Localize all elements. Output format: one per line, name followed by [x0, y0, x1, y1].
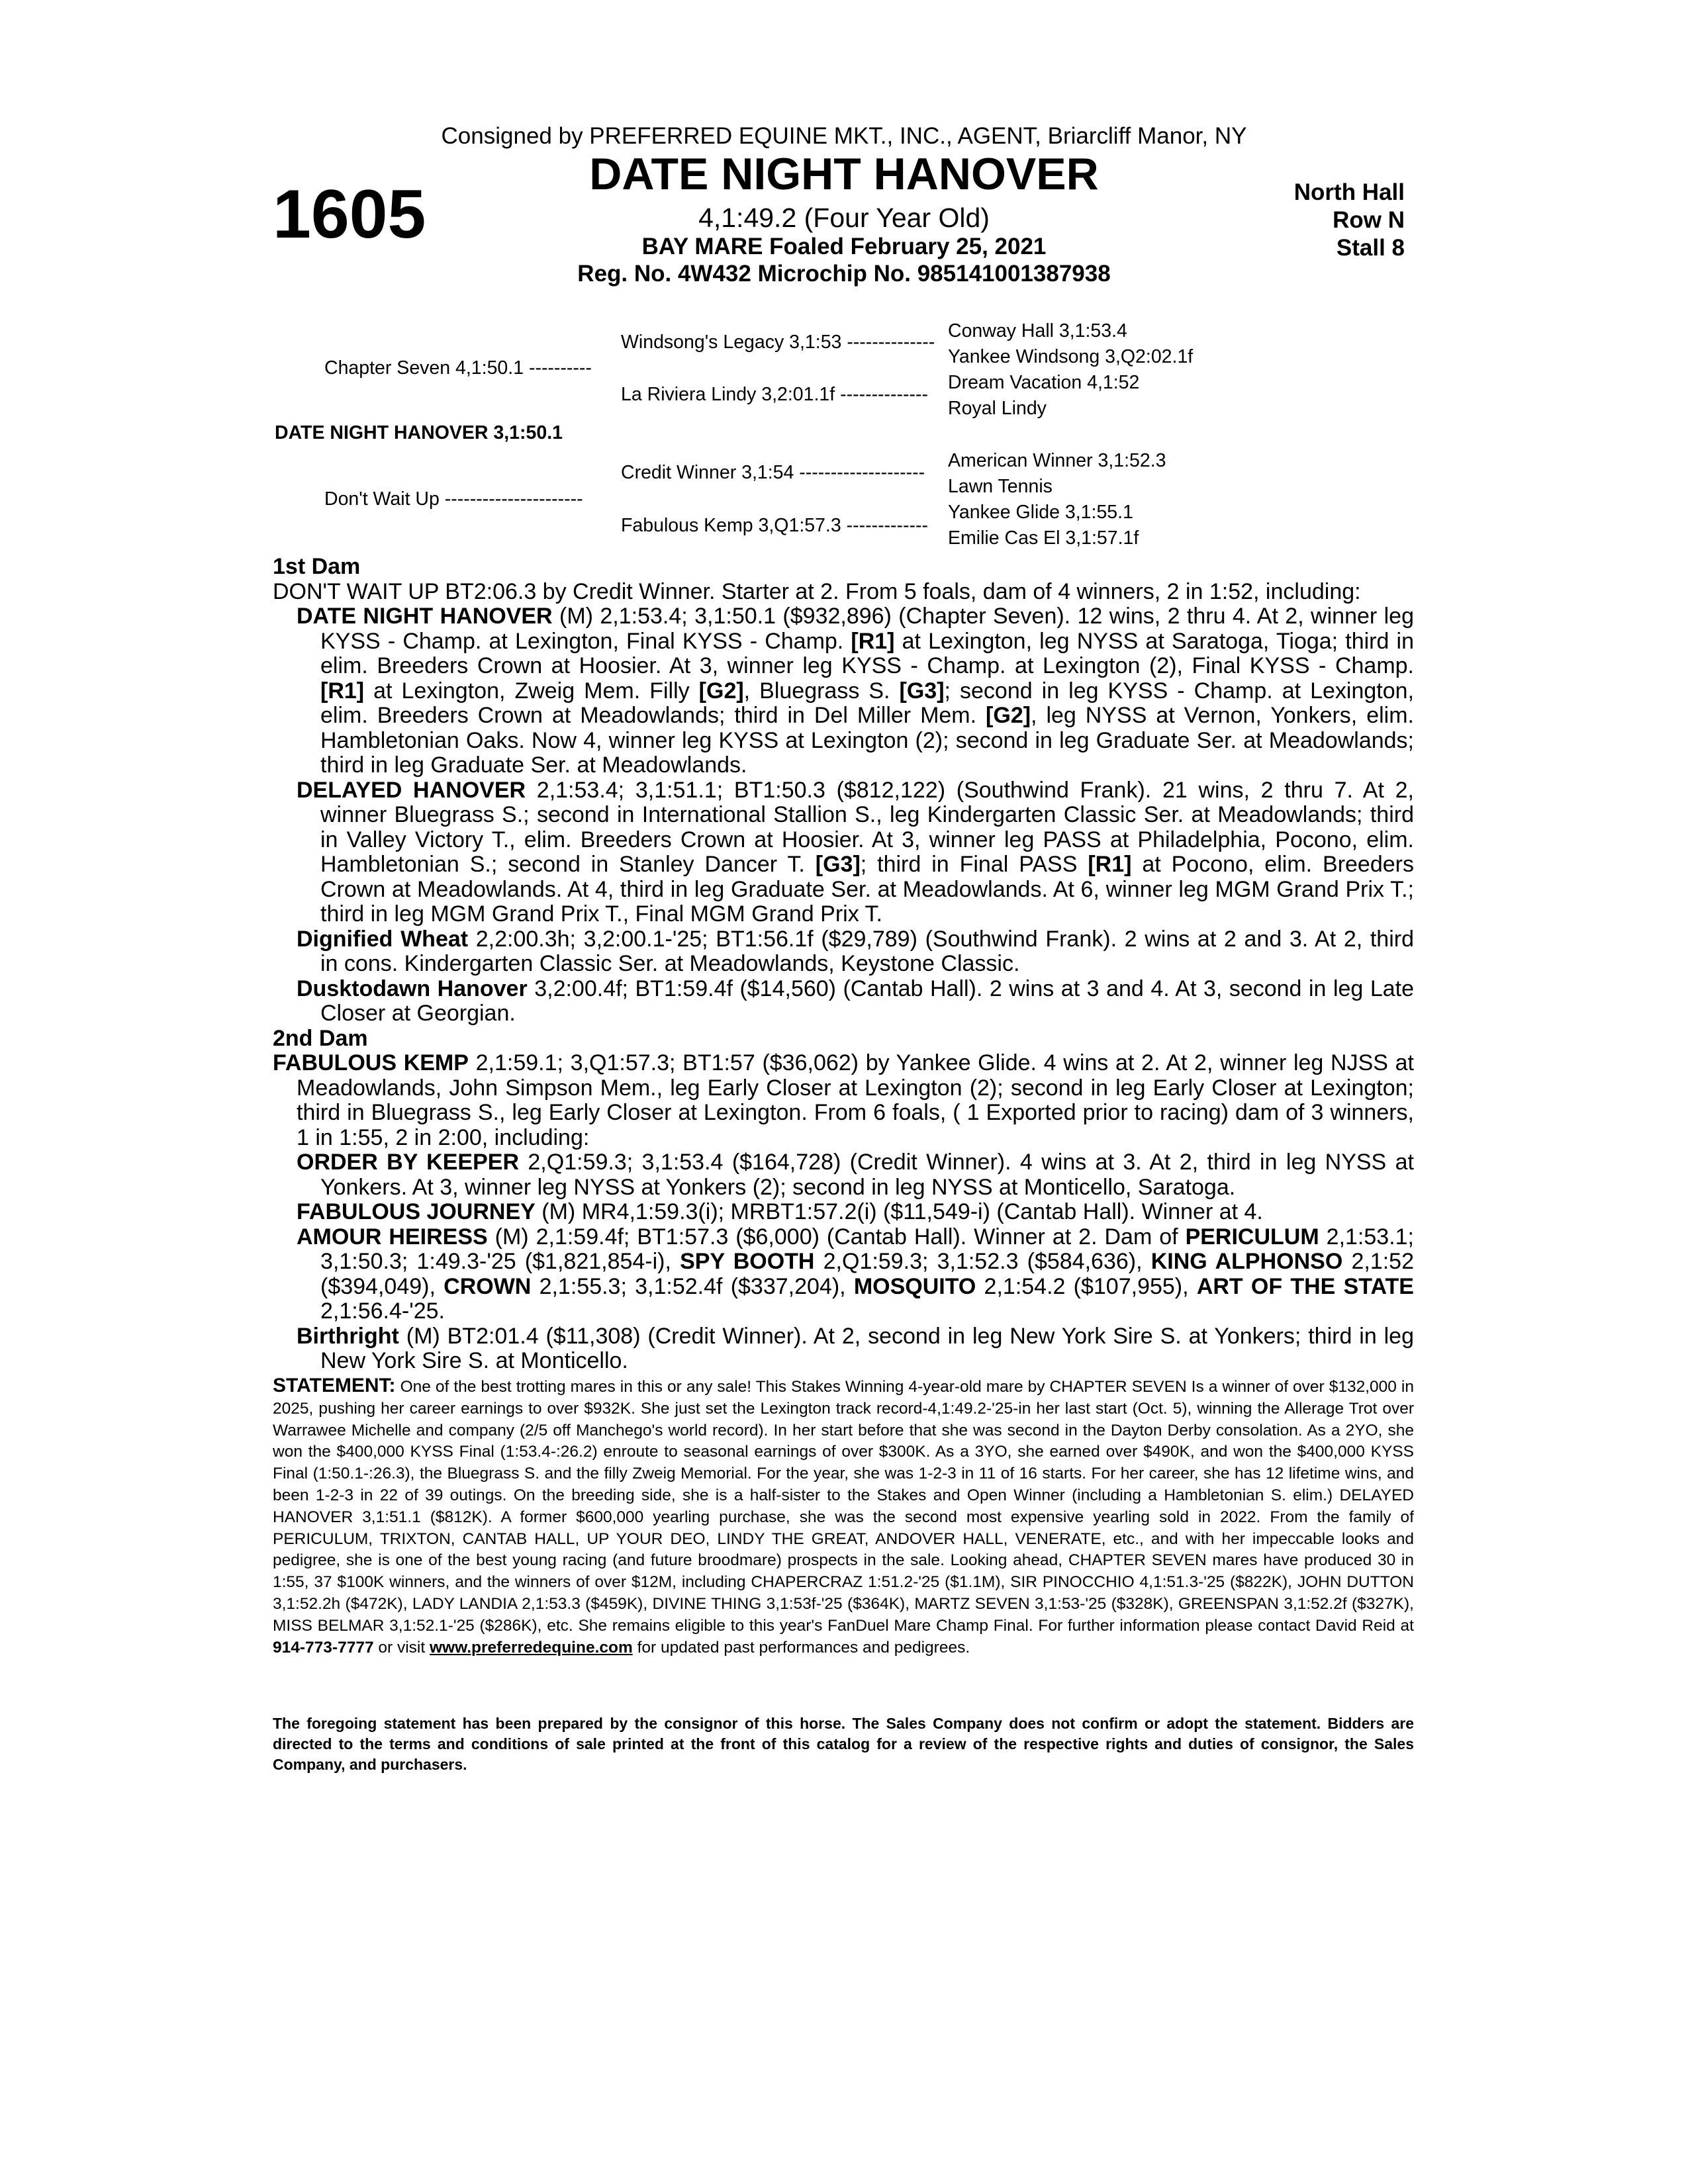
website-link[interactable]: www.preferredequine.com — [429, 1638, 633, 1657]
pedigree-ggp: American Winner 3,1:52.3 — [948, 450, 1166, 471]
pedigree-ggp: Emilie Cas El 3,1:57.1f — [948, 527, 1139, 549]
produce-entry: FABULOUS JOURNEY (M) MR4,1:59.3(i); MRBT1:57.2(i) ($11,549-i) (Cantab Hall). Winner at 4. — [297, 1199, 1263, 1224]
consigned-line: Consigned by PREFERRED EQUINE MKT., INC., AGENT, Briarcliff Manor, NY — [441, 123, 1247, 149]
pedigree-dam: Don't Wait Up ---------------------- — [324, 488, 583, 510]
pedigree-ggp: Yankee Glide 3,1:55.1 — [948, 502, 1133, 523]
statement-label: STATEMENT: — [273, 1375, 396, 1396]
produce-name: Dusktodawn Hanover — [297, 976, 528, 1001]
consignor-statement: STATEMENT: One of the best trotting mares in this or any sale! This Stakes Winning 4-year-old mare by CHAPTER SEVEN Is a winner of over $132,000 in 2025, pushing her career earnings to over $932K. She just set the Lexington track record-4,1:49.2-'25-in her last start (Oct. 5), winning the Allerage Trot over Warrawee Michelle and company (2/5 off Manchego's world record). In her start before that she was second in the Dayton Derby consolation. As a 2YO, she won the $400,000 KYSS Final (1:53.4-:26.2) enroute to seasonal earnings of over $300K. As a 3YO, she earned over $490K, and won the $400,000 KYSS Final (1:50.1-:26.3), the Bluegrass S. and the filly Zweig Memorial. For the year, she was 1-2-3 in 11 of 16 starts. For her career, she has 12 lifetime wins, and been 1-2-3 in 22 of 39 outings. On the breeding side, she is a half-sister to the Stakes and Open Winner (including a Hambletonian S. elim.) DELAYED HANOVER 3,1:51.1 ($812K). A former $600,000 yearling purchase, she was the second most expensive yearling sold in 2022. From the family of PERICULUM, TRIXTON, CANTAB HALL, UP YOUR DEO, LINDY THE GREAT, ANDOVER HALL, VENERATE, etc., and with her impeccable looks and pedigree, she is one of the best young racing (and future broodmare) prospects in the sale. Looking ahead, CHAPTER SEVEN mares have produced 30 in 1:55, 37 $100K winners, and the winners of over $12M, including CHAPERCRAZ 1:51.2-'25 ($1.1M), SIR PINOCCHIO 4,1:51.3-'25 ($822K), JOHN DUTTON 3,1:52.2h ($472K), LADY LANDIA 2,1:53.3 ($459K), DIVINE THING 3,1:53f-'25 ($364K), MARTZ SEVEN 3,1:53-'25 ($328K), GREENSPAN 3,1:52.2f ($327K), MISS BELMAR 3,1:52.1-'25 ($286K), etc. She remains eligible to this year's FanDuel Mare Champ Final. For further information please contact David Reid at 914-773-7777 or visit www.preferredequine.com for updated past performances and pedigrees. — [273, 1375, 1414, 1657]
pedigree-ggp: Royal Lindy — [948, 398, 1047, 419]
produce-entry: AMOUR HEIRESS (M) 2,1:59.4f; BT1:57.3 ($6,000) (Cantab Hall). Winner at 2. Dam of PERICULUM 2,1:53.1; 3,1:50.3; 1:49.3-'25 ($1,821,854-i), SPY BOOTH 2,Q1:59.3; 3,1:52.3 ($584,636), KING ALPHONSO 2,1:52 ($394,049), CROWN 2,1:55.3; 3,1:52.4f ($337,204), MOSQUITO 2,1:54.2 ($107,955), ART OF THE STATE 2,1:56.4-'25. — [297, 1224, 1414, 1324]
pedigree-sire-sire: Windsong's Legacy 3,1:53 -------------- — [621, 332, 935, 353]
pedigree-sire: Chapter Seven 4,1:50.1 ---------- — [324, 357, 592, 379]
produce-name: DELAYED HANOVER — [297, 777, 526, 803]
pedigree-ggp: Conway Hall 3,1:53.4 — [948, 320, 1127, 341]
second-dam-heading: 2nd Dam — [273, 1025, 368, 1051]
produce-entry: DATE NIGHT HANOVER (M) 2,1:53.4; 3,1:50.1 ($932,896) (Chapter Seven). 12 wins, 2 thru 4. At 2, winner leg KYSS - Champ. at Lexington, Final KYSS - Champ. [R1] at Lexington, leg NYSS at Saratoga, Tioga; third in elim. Breeders Crown at Hoosier. At 3, winner leg KYSS - Champ. at Lexington (2), Final KYSS - Champ. [R1] at Lexington, Zweig Mem. Filly [G2], Bluegrass S. [G3]; second in leg KYSS - Champ. at Lexington, elim. Breeders Crown at Meadowlands; third in Del Miller Mem. [G2], leg NYSS at Vernon, Yonkers, elim. Hambletonian Oaks. Now 4, winner leg KYSS at Lexington (2); second in leg Graduate Ser. at Meadowlands; third in leg Graduate Ser. at Meadowlands. — [297, 604, 1415, 778]
pedigree-ggp: Lawn Tennis — [948, 476, 1053, 497]
produce-entry: Dusktodawn Hanover 3,2:00.4f; BT1:59.4f ($14,560) (Cantab Hall). 2 wins at 3 and 4. At 3, second in leg Late Closer at Georgian. — [297, 976, 1415, 1026]
first-dam-intro: DON'T WAIT UP BT2:06.3 by Credit Winner. Starter at 2. From 5 foals, dam of 4 winners, 2 in 1:52, including: — [273, 578, 1361, 604]
produce-entry: DELAYED HANOVER 2,1:53.4; 3,1:51.1; BT1:50.3 ($812,122) (Southwind Frank). 21 wins, 2 thru 7. At 2, winner Bluegrass S.; second in International Stallion S., leg Kindergarten Classic Ser. at Meadowlands; third in Valley Victory T., elim. Breeders Crown at Hoosier. At 3, winner leg PASS at Philadelphia, Pocono, elim. Hambletonian S.; second in Stanley Dancer T. [G3]; third in Final PASS [R1] at Pocono, elim. Breeders Crown at Meadowlands. At 4, third in leg Graduate Ser. at Meadowlands. At 6, winner leg MGM Grand Prix T.; third in leg MGM Grand Prix T., Final MGM Grand Prix T. — [297, 777, 1414, 927]
race-record: 4,1:49.2 (Four Year Old) — [698, 203, 990, 233]
first-dam-heading: 1st Dam — [273, 554, 361, 579]
foaled-line: BAY MARE Foaled February 25, 2021 — [641, 234, 1047, 259]
produce-entry: ORDER BY KEEPER 2,Q1:59.3; 3,1:53.4 ($164,728) (Credit Winner). 4 wins at 3. At 2, third in leg NYSS at Yonkers. At 3, winner leg NYSS at Yonkers (2); second in leg NYSS at Monticello, Saratoga. — [297, 1150, 1414, 1200]
pedigree-sire-dam: La Riviera Lindy 3,2:01.1f -------------- — [621, 384, 928, 405]
produce-name: Dignified Wheat — [297, 926, 469, 952]
pedigree-ggp: Yankee Windsong 3,Q2:02.1f — [948, 346, 1194, 367]
produce-name: DATE NIGHT HANOVER — [297, 604, 553, 629]
pedigree-dam-dam: Fabulous Kemp 3,Q1:57.3 ------------- — [621, 515, 929, 536]
contact-phone: 914-773-7777 — [273, 1638, 374, 1657]
second-dam-intro: FABULOUS KEMP 2,1:59.1; 3,Q1:57.3; BT1:57 ($36,062) by Yankee Glide. 4 wins at 2. At 2, winner leg NJSS at Meadowlands, John Simpson Mem., leg Early Closer at Lexington (2); second in leg Early Closer at Lexington; third in Bluegrass S., leg Early Closer at Lexington. From 6 foals, ( 1 Exported prior to racing) dam of 3 winners, 1 in 1:55, 2 in 2:00, including: — [273, 1050, 1414, 1150]
hall: North Hall — [1293, 179, 1405, 205]
disclaimer: The foregoing statement has been prepared by the consignor of this horse. The Sales Company does not confirm or adopt the statement. Bidders are directed to the terms and conditions of sale printed at the front of this catalog for a review of the respective rights and duties of consignor, the Sales Company, and purchasers. — [273, 1715, 1414, 1773]
produce-name: AMOUR HEIRESS — [297, 1224, 488, 1250]
row: Row N — [1333, 207, 1405, 233]
pedigree-horse: DATE NIGHT HANOVER 3,1:50.1 — [275, 422, 563, 443]
produce-name: FABULOUS JOURNEY — [297, 1199, 536, 1224]
horse-name: DATE NIGHT HANOVER — [589, 149, 1099, 199]
stall-location — [1294, 179, 1405, 262]
family-history — [273, 555, 1414, 1374]
pedigree-dam-sire: Credit Winner 3,1:54 -------------------- — [621, 462, 925, 483]
hip-number: 1605 — [273, 176, 426, 253]
pedigree-ggp: Dream Vacation 4,1:52 — [948, 372, 1140, 393]
produce-entry: Birthright (M) BT2:01.4 ($11,308) (Credit Winner). At 2, second in leg New York Sire S. at Yonkers; third in leg New York Sire S. at Monticello. — [297, 1323, 1414, 1373]
registration-line: Reg. No. 4W432 Microchip No. 985141001387938 — [577, 261, 1111, 287]
stall: Stall 8 — [1336, 235, 1405, 261]
produce-name: ORDER BY KEEPER — [297, 1150, 519, 1175]
produce-name: Birthright — [297, 1323, 399, 1349]
produce-entry: Dignified Wheat 2,2:00.3h; 3,2:00.1-'25; BT1:56.1f ($29,789) (Southwind Frank). 2 wins at 2 and 3. At 2, third in cons. Kindergarten Classic Ser. at Meadowlands, Keystone Classic. — [297, 926, 1414, 976]
